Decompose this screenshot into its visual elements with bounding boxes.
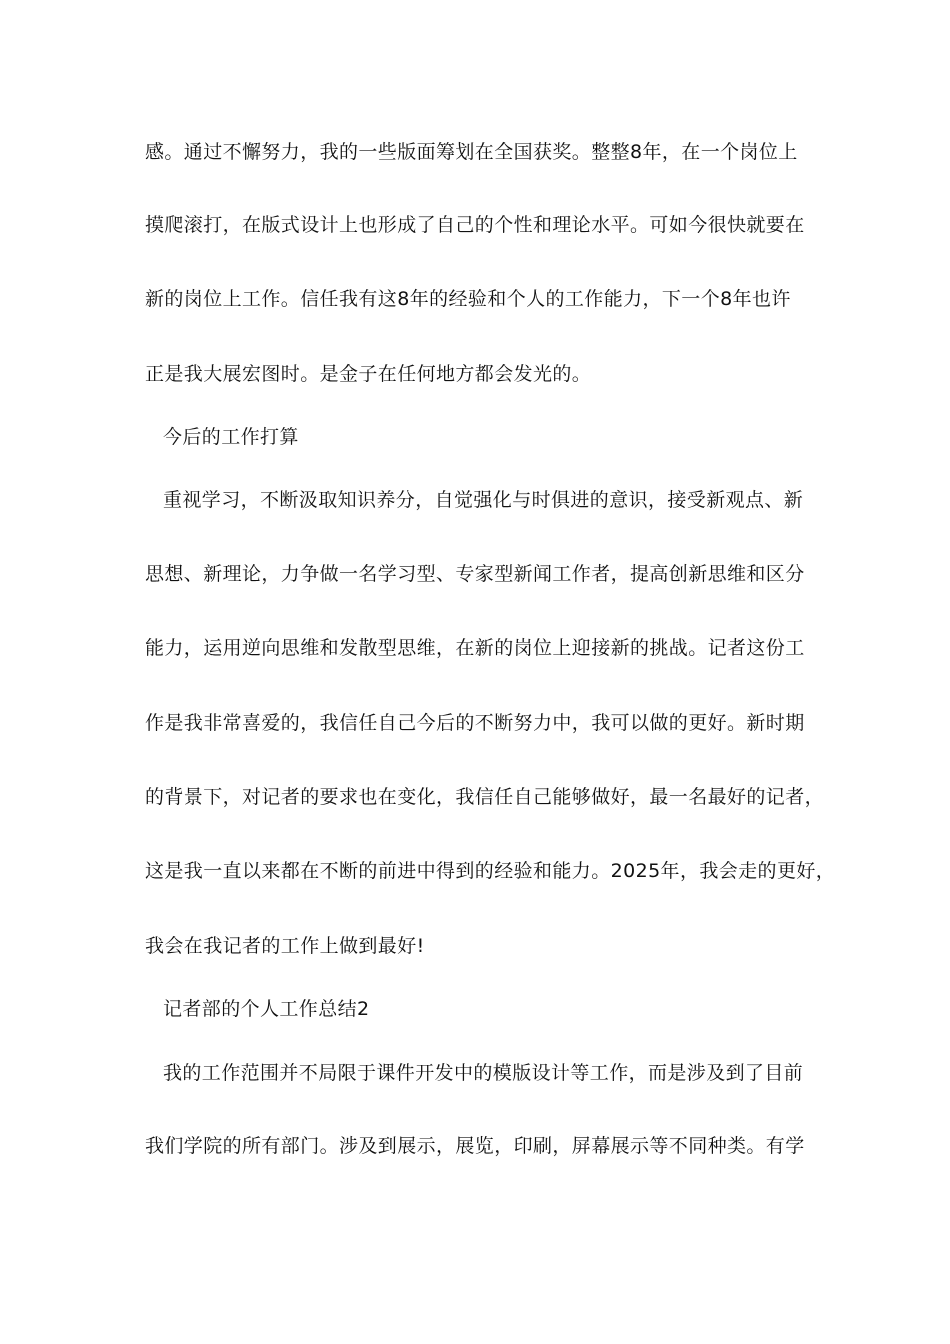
paragraph-line: 我们学院的所有部门。涉及到展示，展览，印刷，屏幕展示等不同种类。有学 — [145, 1135, 805, 1157]
paragraph-line: 正是我大展宏图时。是金子在任何地方都会发光的。 — [145, 363, 592, 385]
paragraph-line: 我会在我记者的工作上做到最好! — [145, 935, 425, 957]
paragraph-line: 新的岗位上工作。信任我有这8年的经验和个人的工作能力，下一个8年也许 — [145, 288, 791, 310]
paragraph-line: 作是我非常喜爱的，我信任自己今后的不断努力中，我可以做的更好。新时期 — [145, 712, 805, 734]
paragraph-line: 的背景下，对记者的要求也在变化，我信任自己能够做好，最一名最好的记者， — [145, 786, 825, 808]
section-heading: 今后的工作打算 — [163, 426, 299, 448]
paragraph-line: 重视学习，不断汲取知识养分，自觉强化与时俱进的意识，接受新观点、新 — [163, 489, 804, 511]
paragraph-line: 摸爬滚打，在版式设计上也形成了自己的个性和理论水平。可如今很快就要在 — [145, 214, 805, 236]
section-heading: 记者部的个人工作总结2 — [163, 998, 370, 1020]
paragraph-line: 能力，运用逆向思维和发散型思维，在新的岗位上迎接新的挑战。记者这份工 — [145, 637, 805, 659]
paragraph-line: 思想、新理论，力争做一名学习型、专家型新闻工作者，提高创新思维和区分 — [145, 563, 805, 585]
paragraph-line: 我的工作范围并不局限于课件开发中的模版设计等工作，而是涉及到了目前 — [163, 1062, 804, 1084]
paragraph-line: 感。通过不懈努力，我的一些版面筹划在全国获奖。整整8年，在一个岗位上 — [145, 141, 798, 163]
paragraph-line: 这是我一直以来都在不断的前进中得到的经验和能力。2025年，我会走的更好， — [145, 860, 836, 882]
